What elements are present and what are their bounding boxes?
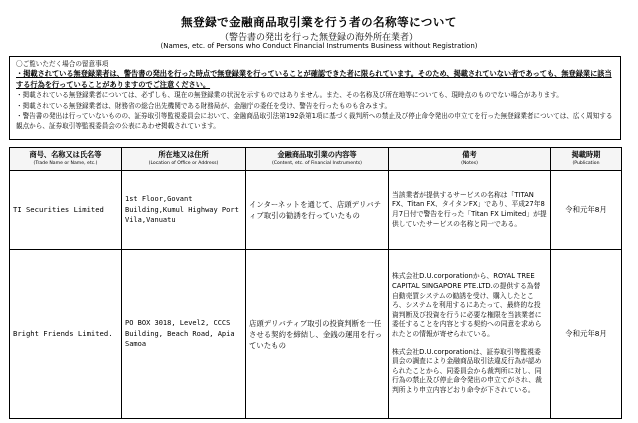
cell-content: インターネットを通じて、店頭デリバティブ取引の勧誘を行っていたもの bbox=[246, 171, 389, 250]
col-header-content: 金融商品取引業の内容等 (Content, etc. of Financial Instruments) bbox=[246, 148, 389, 171]
table-header-row bbox=[10, 148, 622, 171]
cell-address: PO BOX 3018, Level2, CCCS Building, Beach Road, Apia Samoa bbox=[122, 250, 246, 419]
col-header-name: 商号、名称又は氏名等 (Trade Name or Name, etc.) bbox=[10, 148, 122, 171]
unregistered-business-table bbox=[9, 147, 622, 419]
notes-heading: 〇ご覧いただく場合の留意事項 bbox=[16, 60, 109, 68]
table-row bbox=[10, 171, 622, 250]
table-row bbox=[10, 250, 622, 419]
notes-line-3: ・掲載されている無登録業者は、財務省の総合出先機関である財務局が、金融庁の委任を受け、警告を行ったものも含みます。 bbox=[16, 101, 392, 110]
notes-line-2: ・掲載されている無登録業者については、必ずしも、現在の無登録業の状況を示すものではありません。また、その名称及び所在地等についても、現時点のものでない場合があります。 bbox=[16, 91, 563, 100]
page-subtitle-english: (Names, etc. of Persons who Conduct Financial Instruments Business without Registration) bbox=[160, 42, 478, 50]
page-title: 無登録で金融商品取引業を行う者の名称等について bbox=[181, 15, 457, 29]
col-header-address: 所在地又は住所 (Location of Office or Address) bbox=[122, 148, 246, 171]
cell-content: 店頭デリバティブ取引の投資判断を一任させる契約を締結し、金銭の運用を行っていたもの bbox=[246, 250, 389, 419]
notes-line-4: ・警告書の発出は行っていないものの、証券取引等監視委員会において、金融商品取引法第192条第1項に基づく裁判所への禁止及び停止命令発出の申立てを行った無登録業者については、広く周知する観点から、証券取引等監視委員会の公表にあわせ掲載されています。 bbox=[16, 112, 613, 131]
page-subtitle: （警告書の発出を行った無登録の海外所在業者） bbox=[219, 33, 418, 43]
cell-publication-date: 令和元年8月 bbox=[551, 171, 622, 250]
cell-notes: 当該業者が提供するサービスの名称は「TITAN FX、Titan FX、タイタンFX」であり、平成27年8月7日付で警告を行った「Titan FX Limited」が提供していたサービスの名称と同一である。 bbox=[389, 171, 551, 250]
col-header-notes: 備考 (Notes) bbox=[389, 148, 551, 171]
col-header-publication: 掲載時期 (Publication bbox=[551, 148, 622, 171]
notes-warning: ・掲載されている無登録業者は、警告書の発出を行った時点で無登録業を行っていることが確認できた者に限られています。そのため、掲載されていない者であっても、無登録業に該当する行為を行っていることがありますのでご注意ください。 bbox=[16, 69, 612, 89]
cell-address: 1st Floor,Govant Building,Kumul Highway Port Vila,Vanuatu bbox=[122, 171, 246, 250]
cell-publication-date: 令和元年8月 bbox=[551, 250, 622, 419]
cell-name: TI Securities Limited bbox=[10, 171, 122, 250]
cell-name: Bright Friends Limited. bbox=[10, 250, 122, 419]
notes-box bbox=[9, 56, 621, 140]
cell-notes: 株式会社D.U.corporationから、ROYAL TREE CAPITAL SINGAPORE PTE.LTD.の提供する為替自動売買システムの勧誘を受け、購入したところ、システムを利用するにあたって、最終的な投資判断及び投資を行うに必要な権限を当該業者に委任することを内容とする契約への同意を求められたとの情報が寄せられている。 株式会社D.U.corporationは、証券取引等監視委員会の調査により金融商品取引法違反行為が認められたことから、同委員会から裁判所に対し、同行為の禁止及び停止命令発出の申立てがされ、裁判所より申立内容どおり命令が下されている。 bbox=[389, 250, 551, 419]
